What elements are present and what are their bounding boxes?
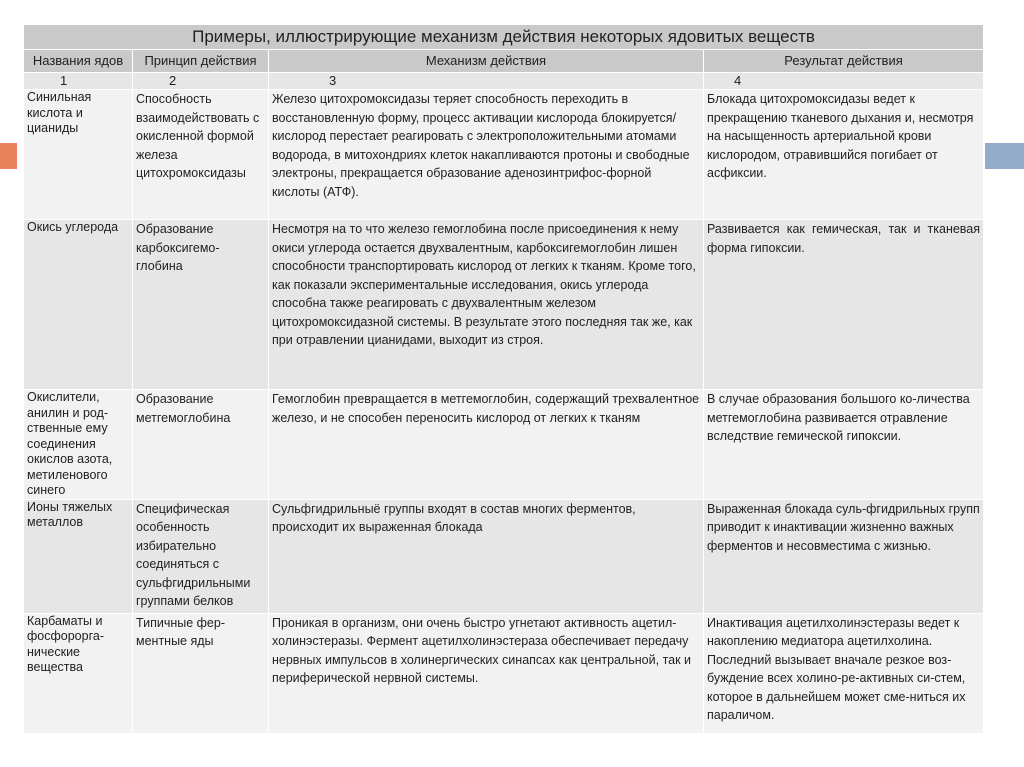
action-principle: Способность взаимодействовать с окисленной формой железа цитохромоксидазы: [133, 90, 269, 220]
table-row: [24, 90, 984, 220]
action-mechanism: Железо цитохромоксидазы теряет способность переходить в восстановленную форму, процесс активации кислорода блокируется/кислород перестает реагировать с электроположительными атомами водорода, в митохондриях клеток накапливаются протоны и свободные электроны, прекращается образование аденозинтрифос-форной кислоты (АТФ).: [269, 90, 704, 220]
action-principle: Образование карбоксигемо-глобина: [133, 220, 269, 390]
column-number-row: [24, 73, 984, 90]
poison-name: Карбаматы и фосфорорга-нические вещества: [24, 613, 133, 733]
poison-name: Окись углерода: [24, 220, 133, 390]
action-principle: Образование метгемоглобина: [133, 390, 269, 500]
poisons-table: [23, 24, 984, 734]
action-result: Развивается как гемическая, так и тканевая форма гипоксии.: [704, 220, 984, 390]
column-number-3: 3: [269, 73, 704, 90]
decorative-bar-left: [0, 143, 17, 169]
column-number-1: 1: [24, 73, 133, 90]
poison-name: Синильная кислота и цианиды: [24, 90, 133, 220]
column-number-4: 4: [704, 73, 984, 90]
table-row: [24, 220, 984, 390]
action-result: В случае образования большого ко-личества метгемоглобина развивается отравление вследствие гемической гипоксии.: [704, 390, 984, 500]
poison-name: Окислители, анилин и род-ственные ему соединения окислов азота, метиленового синего: [24, 390, 133, 500]
header-poison-names: Названия ядов: [24, 50, 133, 73]
poison-name: Ионы тяжелых металлов: [24, 499, 133, 613]
action-principle: Специфическая особенность избирательно соединяться с сульфгидрильными группами белков: [133, 499, 269, 613]
column-number-2: 2: [133, 73, 269, 90]
header-principle: Принцип действия: [133, 50, 269, 73]
action-mechanism: Проникая в организм, они очень быстро угнетают активность ацетил-холинэстеразы. Фермент ацетилхолинэстераза обеспечивает передачу нервных импульсов в холинергических синапсах как центральной, так и периферической нервной системы.: [269, 613, 704, 733]
action-result: Блокада цитохромоксидазы ведет к прекращению тканевого дыхания и, несмотря на насыщенность артериальной крови кислородом, отравившийся погибает от асфиксии.: [704, 90, 984, 220]
table-row: [24, 390, 984, 500]
action-result: Выраженная блокада суль-фгидрильных групп приводит к инактивации жизненно важных ферментов и несовместима с жизнью.: [704, 499, 984, 613]
header-mechanism: Механизм действия: [269, 50, 704, 73]
title-row: [24, 25, 984, 50]
header-row: [24, 50, 984, 73]
table-row: [24, 499, 984, 613]
action-result: Инактивация ацетилхолинэстеразы ведет к накоплению медиатора ацетилхолина. Последний вызывает вначале резкое воз-буждение всех холино-ре-активных си-стем, которое в дальнейшем может сме-ниться их параличом.: [704, 613, 984, 733]
table-row: [24, 613, 984, 733]
table-title: Примеры, иллюстрирующие механизм действия некоторых ядовитых веществ: [24, 25, 984, 50]
action-principle: Типичные фер-ментные яды: [133, 613, 269, 733]
header-result: Результат действия: [704, 50, 984, 73]
action-mechanism: Несмотря на то что железо гемоглобина после присоединения к нему окиси углерода остается двухвалентным, карбоксигемоглобин лишен способности транспортировать кислород от легких к тканям. Кроме того, как показали экспериментальные исследования, окись углерода способна также реагировать с двухвалентным железом цитохромоксидазной системы. В результате этого последняя так же, как при отравлении цианидами, выходит из строя.: [269, 220, 704, 390]
action-mechanism: Сульфгидрильныё группы входят в состав многих ферментов, происходит их выраженная блокада: [269, 499, 704, 613]
decorative-bar-right: [985, 143, 1024, 169]
action-mechanism: Гемоглобин превращается в метгемоглобин, содержащий трехвалентное железо, и не способен переносить кислород от легких к тканям: [269, 390, 704, 500]
